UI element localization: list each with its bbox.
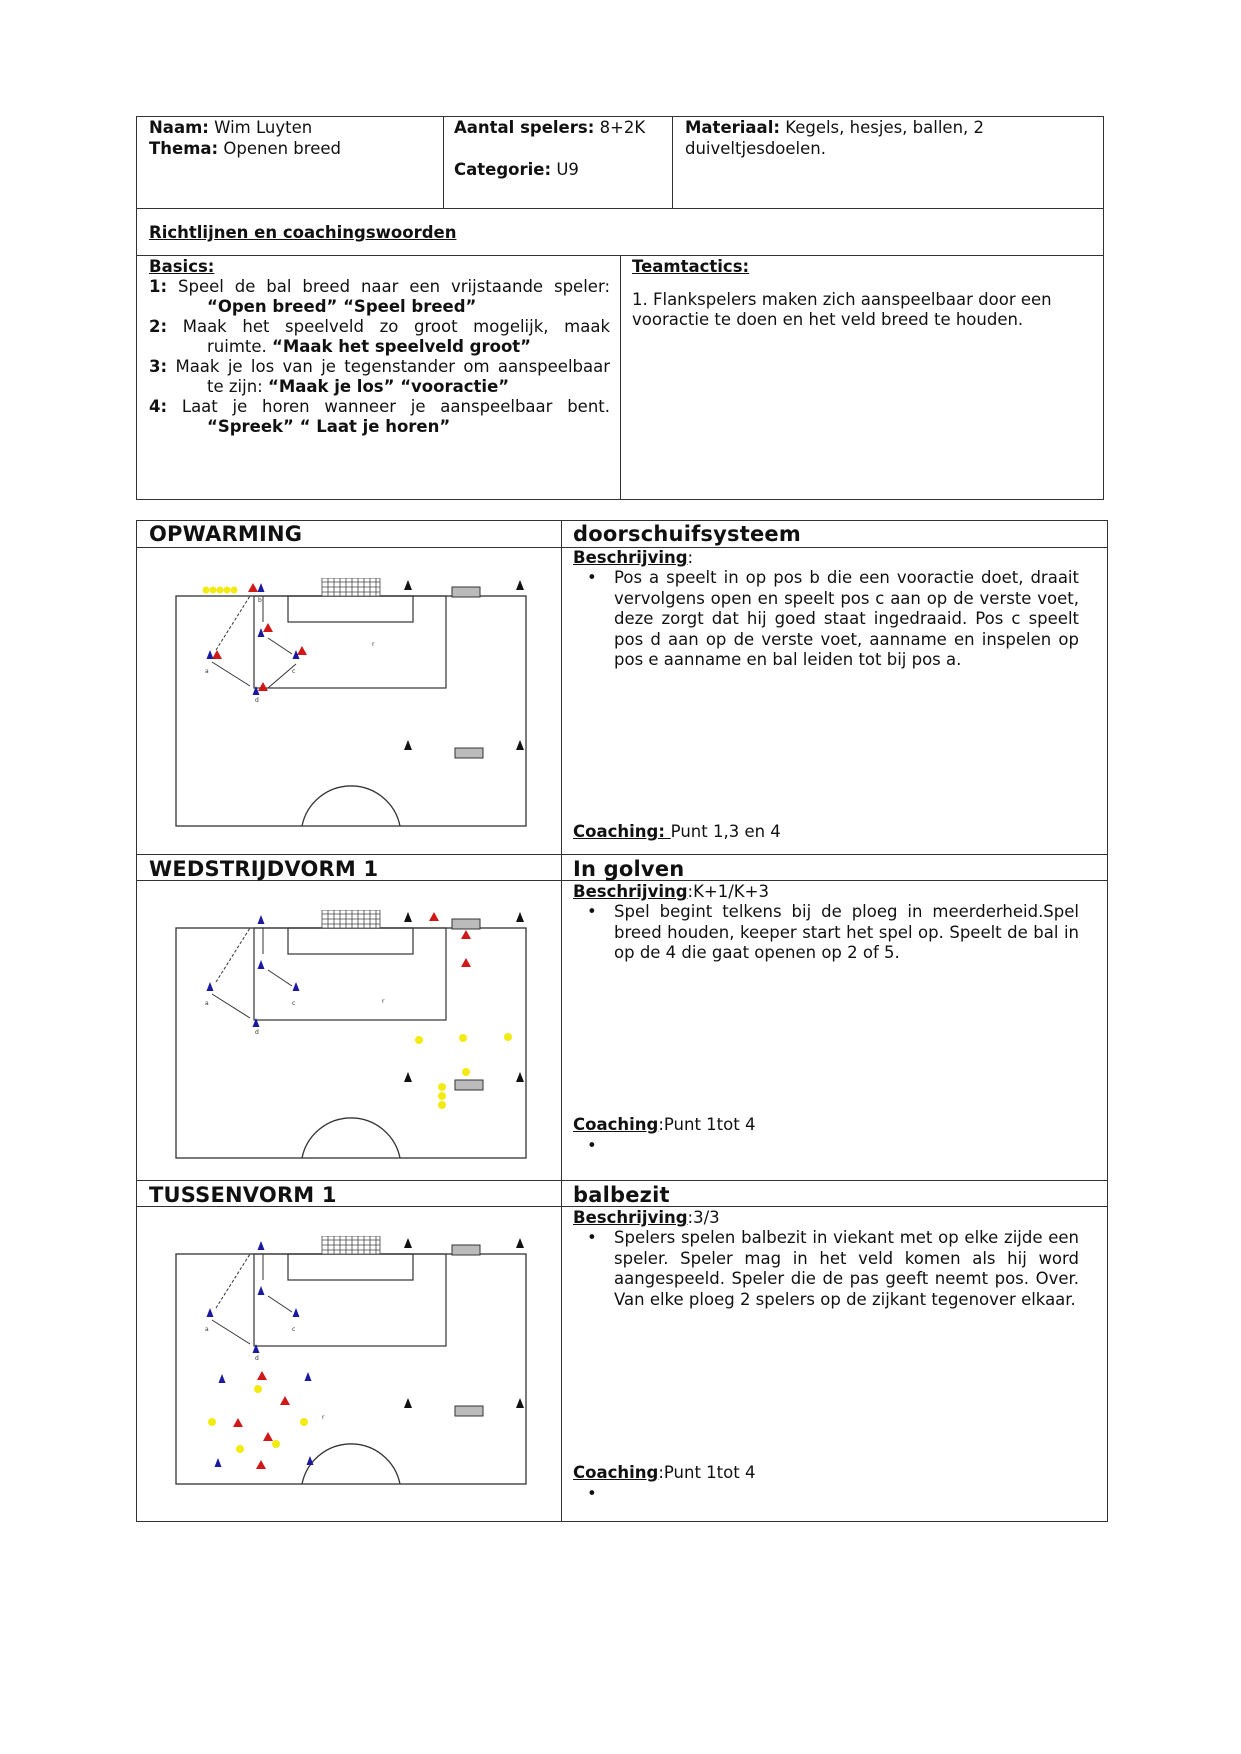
categorie-row (454, 160, 579, 180)
bullet-icon: • (587, 1228, 597, 1247)
coaching-value: :Punt 1tot 4 (658, 1115, 756, 1134)
diagram-wedstrijdvorm (172, 910, 532, 1165)
materiaal-row (685, 118, 984, 138)
section-desc-3 (573, 1208, 1095, 1310)
header-divider-2 (672, 116, 673, 209)
svg-text:d: d (255, 1029, 259, 1036)
section-title-doorschuifsysteem: doorschuifsysteem (573, 522, 801, 546)
section-title-in-golven: In golven (573, 857, 685, 881)
naam-value: Wim Luyten (214, 118, 313, 137)
beschrijving-label: Beschrijving (573, 1208, 688, 1227)
basics-item-2-quote: ruimte. “Maak het speelveld groot” (207, 337, 532, 356)
thema-row (149, 139, 341, 159)
section-bullet-text: Spelers spelen balbezit in viekant met op elke zijde een speler. Speler mag in het veld komen als hij word aangespeeld. Speler die de pas geeft neemt pos. Over. Van elke ploeg 2 spelers op de zijkant tegenover elkaar. (614, 1228, 1079, 1309)
svg-text:a: a (205, 1326, 209, 1333)
beschrijving-label: Beschrijving (573, 882, 688, 901)
basics-list (149, 277, 610, 437)
beschrijving-row (573, 1208, 1095, 1228)
beschrijving-row (573, 882, 1095, 902)
section-title-balbezit: balbezit (573, 1183, 670, 1207)
thema-value: Openen breed (223, 139, 341, 158)
header-divider-1 (443, 116, 444, 209)
spelers-value: 8+2K (599, 118, 646, 137)
basics-item-4: 4: Laat je horen wanneer je aanspeelbaar bent. (149, 397, 610, 416)
section-label-wedstrijdvorm: WEDSTRIJDVORM 1 (149, 857, 379, 881)
beschrijving-suffix: :3/3 (687, 1208, 720, 1227)
coaching-value: Punt 1,3 en 4 (670, 822, 781, 841)
bullet-icon: • (587, 902, 597, 921)
coaching-label: Coaching (573, 1115, 659, 1134)
bullet-icon: • (587, 1136, 597, 1155)
spelers-row (454, 118, 645, 138)
exercises-col-divider (561, 520, 562, 1522)
section-desc-2 (573, 882, 1095, 964)
beschrijving-label: Beschrijving (573, 548, 688, 567)
basics-item-3-quote: te zijn: “Maak je los” “vooractie” (207, 377, 510, 396)
basics-heading: Basics: (149, 257, 215, 276)
naam-row (149, 118, 312, 138)
row-rule (136, 854, 1108, 855)
materiaal-value-2: duiveltjesdoelen. (685, 139, 826, 158)
coaching-row-2 (573, 1115, 755, 1135)
basics-item-4-quote: “Spreek” “ Laat je horen” (207, 417, 451, 436)
basics-tactics-divider (620, 255, 621, 500)
richtlijnen-heading: Richtlijnen en coachingswoorden (149, 223, 457, 242)
beschrijving-suffix: :K+1/K+3 (687, 882, 769, 901)
section-desc-1 (573, 548, 1095, 671)
categorie-label: Categorie: (454, 160, 552, 179)
bullet-icon: • (587, 1484, 597, 1503)
beschrijving-suffix: : (687, 548, 694, 567)
teamtactics-line-1: 1. Flankspelers maken zich aanspeelbaar door een (632, 290, 1052, 309)
section-bullet-text: Spel begint telkens bij de ploeg in meerderheid.Spel breed houden, keeper start het spel op. Speelt de bal in op de 4 die gaat openen op 2 of 5. (614, 902, 1079, 962)
coaching-label: Coaching (573, 1463, 659, 1482)
thema-label: Thema: (149, 139, 219, 158)
coaching-row-3 (573, 1463, 755, 1483)
coaching-label: Coaching: (573, 822, 671, 841)
basics-item-2: 2: Maak het speelveld zo groot mogelijk, maak (149, 317, 610, 336)
svg-text:c: c (292, 1000, 296, 1007)
basics-item-3: 3: Maak je los van je tegenstander om aanspeelbaar (149, 357, 611, 376)
svg-text:r: r (372, 641, 375, 648)
svg-text:c: c (292, 668, 296, 675)
section-label-tussenvorm: TUSSENVORM 1 (149, 1183, 337, 1207)
section-bullet-text: Pos a speelt in op pos b die een vooractie doet, draait vervolgens open en speelt pos c aan op de verste voet, deze zorgt dat hij goed staat ingedraaid. Pos c speelt pos d aan op de verste voet, aanname en inspelen op pos e aanname en bal leiden tot bij pos a. (614, 568, 1079, 669)
categorie-value: U9 (556, 160, 579, 179)
section-label-opwarming: OPWARMING (149, 522, 303, 546)
diagram-tussenvorm (172, 1236, 532, 1491)
spelers-label: Aantal spelers: (454, 118, 595, 137)
beschrijving-row (573, 548, 1095, 568)
materiaal-value-1: Kegels, hesjes, ballen, 2 (785, 118, 985, 137)
svg-text:c: c (292, 1326, 296, 1333)
basics-item-1-quote: “Open breed” “Speel breed” (207, 297, 477, 316)
naam-label: Naam: (149, 118, 209, 137)
basics-item-1: 1: Speel de bal breed naar een vrijstaande speler: (149, 277, 610, 296)
materiaal-label: Materiaal: (685, 118, 780, 137)
svg-text:d: d (255, 1355, 259, 1362)
materiaal-row-2 (685, 139, 826, 159)
svg-text:d: d (255, 697, 259, 704)
teamtactics-line-2: vooractie te doen en het veld breed te houden. (632, 310, 1024, 329)
svg-text:a: a (205, 1000, 209, 1007)
coaching-value: :Punt 1tot 4 (658, 1463, 756, 1482)
svg-text:b: b (258, 597, 262, 604)
svg-text:a: a (205, 668, 209, 675)
diagram-opwarming (172, 578, 532, 833)
row-rule (136, 1180, 1108, 1181)
svg-text:r: r (382, 998, 385, 1005)
svg-text:r: r (322, 1414, 325, 1421)
teamtactics-heading: Teamtactics: (632, 257, 750, 276)
coaching-row-1 (573, 822, 781, 842)
bullet-icon: • (587, 568, 597, 587)
